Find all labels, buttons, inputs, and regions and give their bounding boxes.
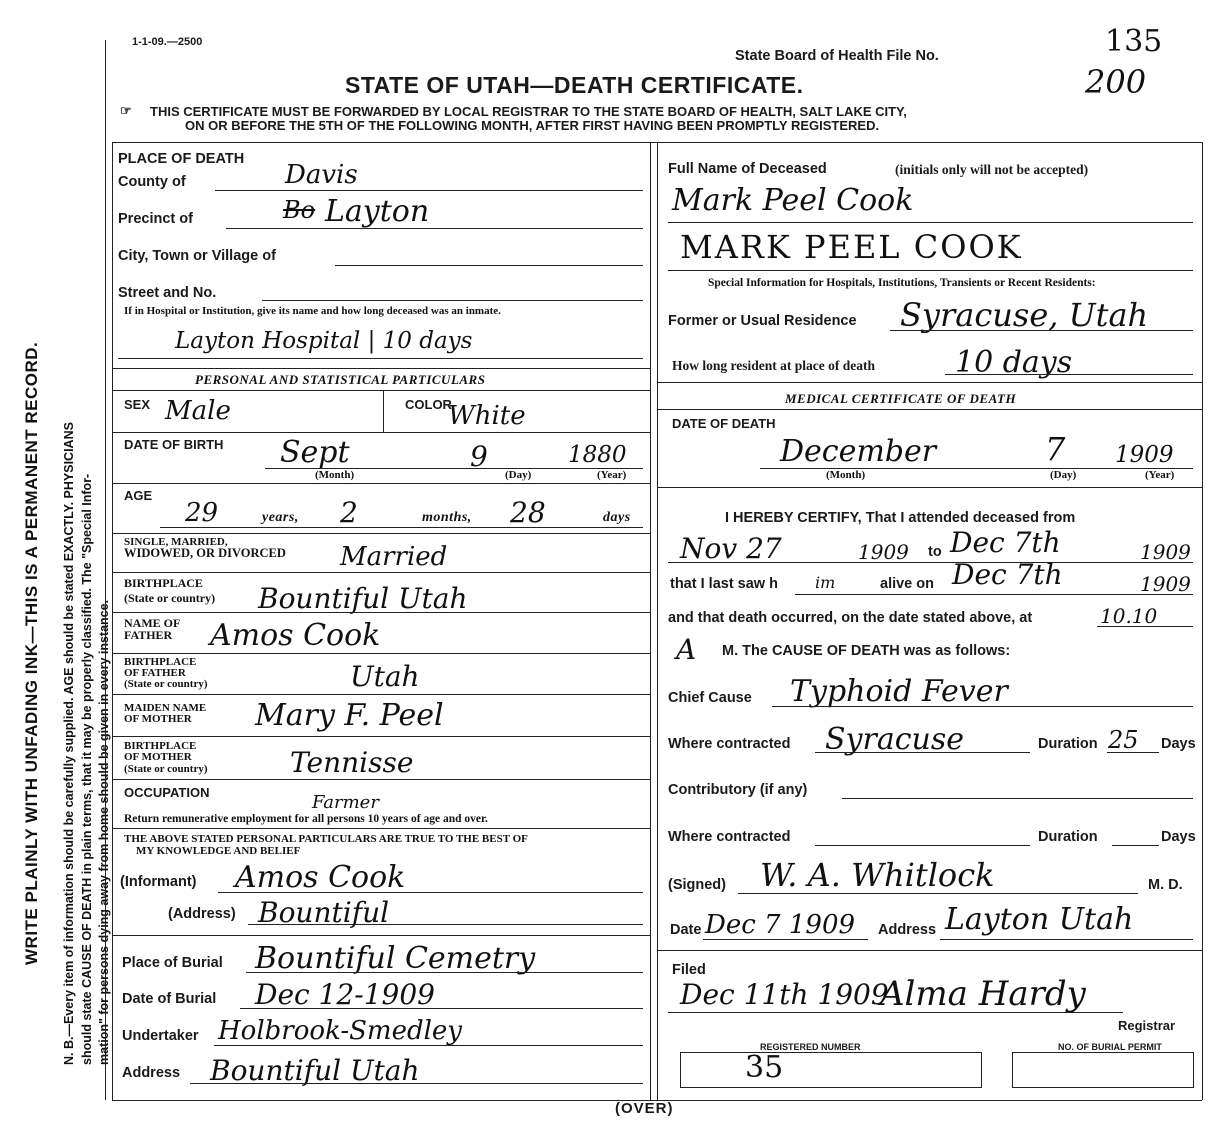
color-value: White (448, 401, 526, 431)
signed-label: (Signed) (668, 877, 726, 893)
resident-label: How long resident at place of death (672, 358, 875, 373)
attest-line-2: MY KNOWLEDGE AND BELIEF (136, 845, 301, 857)
mother-bp-label-1: BIRTHPLACE (124, 740, 197, 752)
dob-label: DATE OF BIRTH (124, 437, 224, 452)
contributory-label: Contributory (if any) (668, 782, 808, 798)
informant-rule (112, 935, 650, 936)
resident-line (945, 374, 1193, 375)
birthplace-value: Bountiful Utah (258, 582, 468, 615)
physician-address-line (940, 939, 1193, 940)
registrar-signature: Alma Hardy (880, 974, 1086, 1014)
undertaker-value: Holbrook-Smedley (218, 1016, 462, 1046)
file-number-handwritten: 200 (1085, 63, 1147, 101)
resident-value: 10 days (955, 345, 1073, 380)
undertaker-address-line (190, 1083, 643, 1084)
personal-top-rule (112, 368, 650, 369)
dod-rule (657, 487, 1202, 488)
signed-value: W. A. Whitlock (760, 856, 995, 894)
burial-permit-label: NO. OF BURIAL PERMIT (1058, 1042, 1162, 1052)
attend-to: Dec 7th (950, 526, 1061, 559)
father-bp-rule (112, 694, 650, 695)
occurred-line (1097, 626, 1193, 627)
precinct-value: Layton (325, 194, 430, 229)
duration2-line (1112, 845, 1159, 846)
mother-rule (112, 736, 650, 737)
personal-bottom-rule (112, 390, 650, 391)
left-frame-line (105, 40, 106, 1100)
informant-address-value: Bountiful (258, 896, 390, 929)
full-name-label: Full Name of Deceased (668, 161, 827, 177)
mother-bp-rule (112, 779, 650, 780)
informant-address-line (248, 924, 643, 925)
duration-days-label: Days (1161, 736, 1196, 752)
dob-year-caption: (Year) (597, 469, 627, 481)
cause-label: M. The CAUSE OF DEATH was as follows: (722, 643, 1011, 659)
burial-place-value: Bountiful Cemetry (255, 941, 536, 976)
file-number-stamp: 135 (1105, 24, 1163, 59)
center-divider (650, 142, 651, 1100)
where-contracted2-label: Where contracted (668, 829, 791, 845)
age-days-label: days (603, 510, 631, 525)
father-label-1: NAME OF (124, 616, 181, 630)
mother-bp-label-3: (State or country) (124, 763, 208, 775)
marital-value: Married (340, 542, 448, 572)
attend-from-year: 1909 (858, 540, 909, 564)
full-name-note: (initials only will not be accepted) (895, 162, 1089, 177)
where-contracted-label: Where contracted (668, 736, 791, 752)
filed-rule (657, 950, 1202, 951)
medical-bottom-rule (657, 409, 1202, 410)
father-bp-label-3: (State or country) (124, 678, 208, 690)
over-label: (OVER) (615, 1100, 674, 1117)
occupation-value: Farmer (312, 792, 379, 813)
informant-label: (Informant) (120, 874, 197, 890)
age-line (160, 527, 643, 528)
registered-number-label: REGISTERED NUMBER (760, 1042, 861, 1052)
am-value: A (676, 633, 697, 666)
residence-line (890, 330, 1193, 331)
street-label: Street and No. (118, 285, 217, 301)
informant-address-label: (Address) (168, 906, 236, 922)
certify-text: I HEREBY CERTIFY, That I attended deceased from (725, 510, 1076, 526)
side-note-line2: should state CAUSE OF DEATH in plain terms, that it may be properly classified. The "Special Infor- (80, 473, 94, 1065)
chief-cause-line (772, 706, 1193, 707)
duration-label: Duration (1038, 736, 1098, 752)
occurred-time: 10.10 (1100, 604, 1158, 628)
dod-month: December (780, 434, 937, 469)
dob-month: Sept (280, 435, 350, 470)
date-line (703, 939, 868, 940)
date-value: Dec 7 1909 (705, 910, 856, 940)
occupation-rule (112, 828, 650, 829)
dod-year-caption: (Year) (1145, 469, 1175, 481)
last-saw-pronoun: im (815, 573, 836, 592)
mother-label-2: OF MOTHER (124, 713, 192, 725)
certificate-title: STATE OF UTAH—DEATH CERTIFICATE. (345, 72, 804, 98)
hospital-note: If in Hospital or Institution, give its name and how long deceased was an inmate. (124, 305, 501, 317)
undertaker-line (214, 1045, 643, 1046)
burial-place-line (246, 972, 643, 973)
mother-bp-label-2: OF MOTHER (124, 751, 192, 763)
city-line (335, 265, 643, 266)
md-label: M. D. (1148, 877, 1183, 893)
age-months: 2 (340, 496, 358, 529)
age-days: 28 (510, 496, 546, 529)
undertaker-address-value: Bountiful Utah (210, 1054, 420, 1087)
burial-date-value: Dec 12-1909 (255, 978, 435, 1011)
county-label: County of (118, 174, 186, 190)
marital-rule (112, 572, 650, 573)
chief-cause-value: Typhoid Fever (790, 674, 1008, 709)
chief-cause-label: Chief Cause (668, 690, 752, 706)
attend-from: Nov 27 (680, 532, 782, 565)
dod-month-caption: (Month) (826, 469, 866, 481)
father-bp-label-2: OF FATHER (124, 667, 186, 679)
form-code: 1-1-09.—2500 (132, 36, 203, 48)
center-divider-2 (657, 142, 658, 1100)
registered-number-box (680, 1052, 982, 1088)
father-bp-value: Utah (350, 660, 420, 693)
precinct-line (226, 228, 643, 229)
special-info-note: Special Information for Hospitals, Institutions, Transients or Recent Residents: (708, 277, 1096, 289)
registered-number-value: 35 (745, 1050, 784, 1085)
attend-line (668, 562, 1193, 563)
precinct-label: Precinct of (118, 211, 193, 227)
mother-value: Mary F. Peel (255, 698, 444, 733)
medical-heading: MEDICAL CERTIFICATE OF DEATH (785, 391, 1017, 406)
last-saw-label: that I last saw h (670, 576, 778, 592)
alive-on-year: 1909 (1140, 572, 1191, 596)
filed-line (668, 1012, 1123, 1013)
birthplace-rule (112, 612, 650, 613)
dod-line (760, 468, 1193, 469)
age-months-label: months, (422, 510, 472, 525)
deceased-name-print: MARK PEEL COOK (680, 228, 1023, 266)
color-label: COLOR (405, 397, 452, 412)
age-years: 29 (185, 498, 219, 528)
age-rule (112, 533, 650, 534)
birthplace-label-2: (State or country) (124, 591, 216, 605)
burial-permit-box (1012, 1052, 1194, 1088)
precinct-struck: Bo (283, 196, 316, 224)
duration2-label: Duration (1038, 829, 1098, 845)
name-line-1 (668, 222, 1193, 223)
place-of-death-label: PLACE OF DEATH (118, 151, 245, 167)
father-rule (112, 653, 650, 654)
filed-label: Filed (672, 962, 706, 978)
dod-year: 1909 (1115, 442, 1174, 468)
deceased-name-script: Mark Peel Cook (672, 183, 914, 218)
alive-on-label: alive on (880, 576, 934, 592)
name-line-2 (668, 270, 1193, 271)
birthplace-label-1: BIRTHPLACE (124, 576, 203, 590)
filed-value: Dec 11th 1909 (680, 978, 889, 1011)
dob-year: 1880 (568, 442, 627, 468)
alive-line (795, 594, 1193, 595)
physician-address-label: Address (878, 922, 937, 938)
residence-value: Syracuse, Utah (900, 296, 1149, 334)
attend-to-year: 1909 (1140, 540, 1191, 564)
sex-value: Male (165, 396, 231, 426)
undertaker-address-label: Address (122, 1065, 181, 1081)
father-label-2: FATHER (124, 628, 173, 642)
dob-day-caption: (Day) (505, 469, 532, 481)
to-label: to (928, 544, 942, 560)
burial-date-line (240, 1008, 643, 1009)
occupation-note: Return remunerative employment for all persons 10 years of age and over. (124, 813, 488, 825)
where-contracted2-line (815, 845, 1030, 846)
side-note-line3: mation" for persons dying away from home should be given in every instance. (97, 599, 111, 1065)
mother-label-1: MAIDEN NAME (124, 702, 207, 714)
side-permanent-record: WRITE PLAINLY WITH UNFADING INK—THIS IS A PERMANENT RECORD. (22, 341, 41, 965)
mother-bp-value: Tennisse (290, 746, 414, 779)
father-value: Amos Cook (210, 618, 381, 653)
father-bp-label-1: BIRTHPLACE (124, 656, 197, 668)
side-note-line1: N. B.—Every item of information should be carefully supplied. AGE should be stated EXACTLY. PHYSICIANS (62, 422, 76, 1065)
notice-line-1: THIS CERTIFICATE MUST BE FORWARDED BY LOCAL REGISTRAR TO THE STATE BOARD OF HEALTH, SALT LAKE CITY, (150, 104, 907, 119)
occupation-label: OCCUPATION (124, 785, 210, 800)
where-contracted-value: Syracuse (825, 722, 964, 757)
date-label: Date (670, 922, 702, 938)
contributory-line (842, 798, 1193, 799)
medical-top-rule (657, 382, 1202, 383)
dob-rule (112, 483, 650, 484)
duration-value: 25 (1108, 726, 1139, 754)
burial-date-label: Date of Burial (122, 991, 217, 1007)
dob-month-caption: (Month) (315, 469, 355, 481)
occurred-label: and that death occurred, on the date stated above, at (668, 610, 1033, 626)
duration-line (1107, 752, 1159, 753)
sex-rule (112, 432, 650, 433)
county-value: Davis (285, 160, 358, 190)
dod-label: DATE OF DEATH (672, 416, 776, 431)
burial-place-label: Place of Burial (122, 955, 223, 971)
file-number-label: State Board of Health File No. (735, 48, 939, 64)
informant-line (218, 892, 643, 893)
informant-value: Amos Cook (235, 860, 406, 895)
hospital-value: Layton Hospital | 10 days (175, 328, 473, 354)
pointing-hand-icon: ☞ (120, 103, 132, 118)
undertaker-label: Undertaker (122, 1028, 199, 1044)
registrar-label: Registrar (1118, 1018, 1176, 1033)
sex-color-divider (383, 390, 384, 432)
age-years-label: years, (262, 510, 299, 525)
residence-label: Former or Usual Residence (668, 313, 857, 329)
street-line (262, 300, 643, 301)
attest-line-1: THE ABOVE STATED PERSONAL PARTICULARS ARE TRUE TO THE BEST OF (124, 833, 528, 845)
duration2-days-label: Days (1161, 829, 1196, 845)
physician-address-value: Layton Utah (945, 902, 1134, 937)
hospital-line (118, 358, 643, 359)
dod-day: 7 (1045, 430, 1066, 468)
alive-on-value: Dec 7th (952, 558, 1063, 591)
marital-label-1: SINGLE, MARRIED, (124, 536, 228, 548)
county-line (215, 190, 643, 191)
city-label: City, Town or Village of (118, 248, 276, 264)
dob-day: 9 (470, 440, 488, 473)
age-label: AGE (124, 488, 153, 503)
notice-line-2: ON OR BEFORE THE 5TH OF THE FOLLOWING MONTH, AFTER FIRST HAVING BEEN PROMPTLY REGISTERED. (185, 118, 880, 133)
where-contracted-line (815, 752, 1030, 753)
sex-label: SEX (124, 397, 151, 412)
marital-label-2: WIDOWED, OR DIVORCED (124, 546, 286, 560)
left-frame-inner-line (112, 142, 113, 1100)
right-frame-line (1202, 142, 1203, 1100)
dod-day-caption: (Day) (1050, 469, 1077, 481)
signed-line (738, 893, 1138, 894)
personal-heading: PERSONAL AND STATISTICAL PARTICULARS (195, 372, 486, 387)
